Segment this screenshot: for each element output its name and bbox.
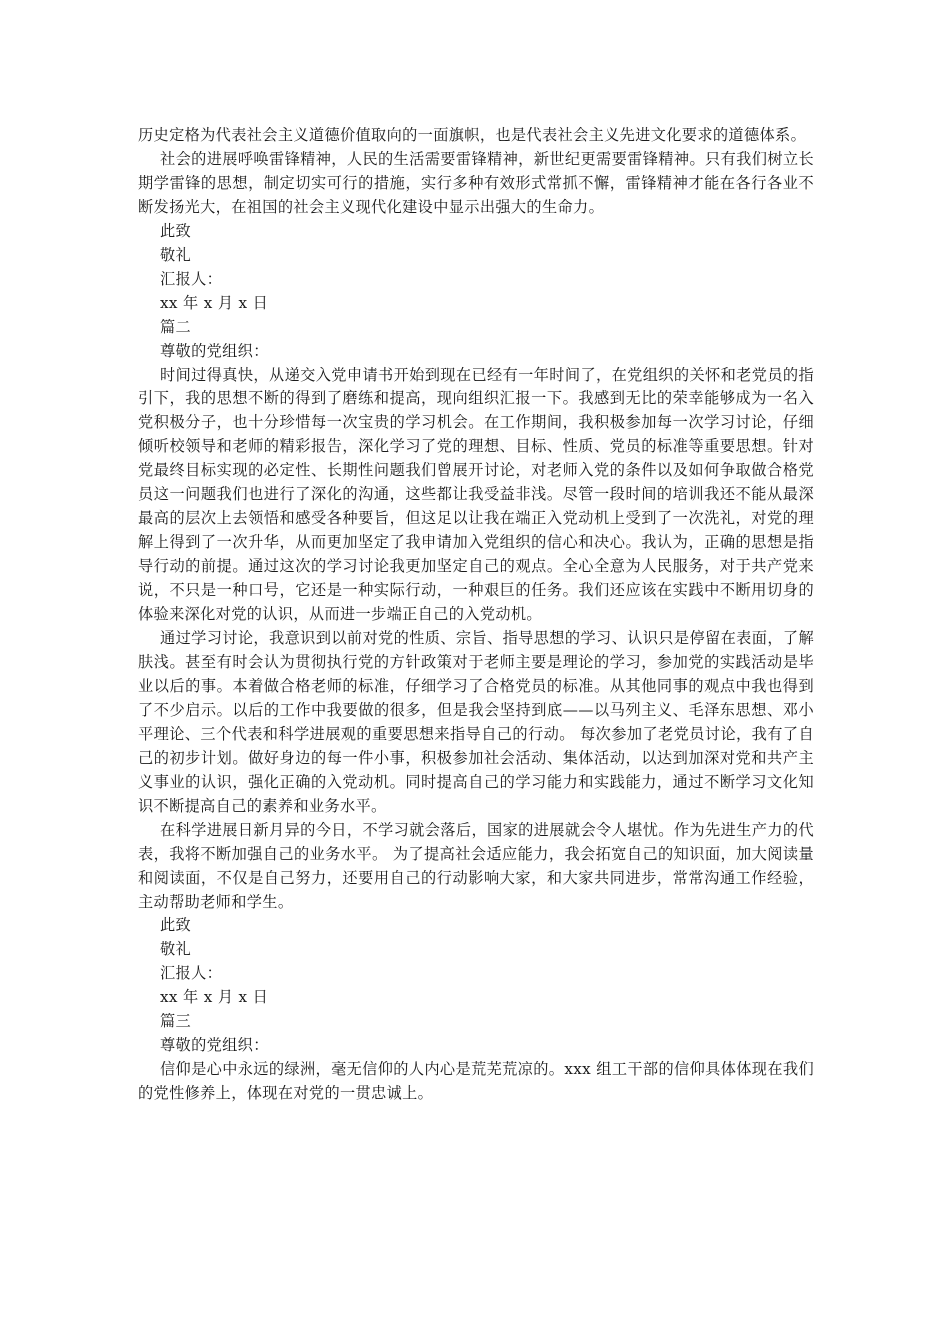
closing-line-2: 此致: [160, 916, 192, 935]
paragraph-lei-feng-spirit: 社会的进展呼唤雷锋精神，人民的生活需要雷锋精神，新世纪更需要雷锋精神。只有我们树立长期学雷锋的思想，制定切实可行的措施，实行多种有效形式常抓不懈，雷锋精神才能在各行各业不断发扬光大，在祖国的社会主义现代化建设中显示出强大的生命力。: [138, 149, 814, 216]
salute-line-1: 敬礼: [160, 245, 192, 264]
paragraph-learning-discussion: 通过学习讨论，我意识到以前对党的性质、宗旨、指导思想的学习、认识只是停留在表面，了解肤浅。甚至有时会认为贯彻执行党的方针政策对于老师主要是理论的学习，参加党的实践活动是毕业以后的事。本着做合格老师的标准，仔细学习了合格党员的标准。从其他同事的观点中我也得到了不少启示。以后的工作中我要做的很多，但是我会坚持到底——以马列主义、毛泽东思想、邓小平理论、三个代表和科学进展观的重要思想来指导自己的行动。 每次参加了老党员讨论，我有了自己的初步计划。做好身边的每一件小事，积极参加社会活动、集体活动，以达到加深对党和共产主义事业的认识，强化正确的入党动机。同时提高自己的学习能力和实践能力，通过不断学习文化知识不断提高自己的素养和业务水平。: [138, 629, 814, 815]
document-page: [138, 124, 814, 1106]
salute-line-2: 敬礼: [160, 940, 192, 959]
paragraph-intro-continuation: 历史定格为代表社会主义道德价值取向的一面旗帜，也是代表社会主义先进文化要求的道德体系。: [138, 126, 807, 144]
date-line-1: xx 年 x 月 x 日: [160, 293, 269, 312]
date-line-2: xx 年 x 月 x 日: [160, 988, 269, 1007]
paragraph-study-report: 时间过得真快，从递交入党申请书开始到现在已经有一年时间了，在党组织的关怀和老党员的指引下，我的思想不断的得到了磨练和提高，现向组织汇报一下。我感到无比的荣幸能够成为一名入党积极分子，也十分珍惜每一次宝贵的学习机会。在工作期间，我积极参加每一次学习讨论，仔细倾听校领导和老师的精彩报告，深化学习了党的理想、目标、性质、党员的标准等重要思想。针对党最终目标实现的必定性、长期性问题我们曾展开讨论，对老师入党的条件以及如何争取做合格党员这一问题我们也进行了深化的沟通，这些都让我受益非浅。尽管一段时间的培训我还不能从最深最高的层次上去领悟和感受各种要旨，但这足以让我在端正入党动机上受到了一次洗礼，对党的理解上得到了一次升华，从而更加坚定了我申请加入党组织的信心和决心。我认为，正确的思想是指导行动的前提。通过这次的学习讨论我更加坚定自己的观点。全心全意为人民服务，对于共产党来说，不只是一种口号，它还是一种实际行动，一种艰巨的任务。我们还应该在实践中不断用切身的体验来深化对党的认识，从而进一步端正自己的入党动机。: [138, 365, 814, 624]
greeting-line-2: 尊敬的党组织：: [160, 341, 269, 360]
paragraph-scientific-progress: 在科学进展日新月异的今日，不学习就会落后，国家的进展就会令人堪忧。作为先进生产力的代表，我将不断加强自己的业务水平。 为了提高社会适应能力，我会拓宽自己的知识面，加大阅读量和阅读面，不仅是自己努力，还要用自己的行动影响大家，和大家共同进步，常常沟通工作经验，主动帮助老师和学生。: [138, 820, 814, 911]
section-heading-2: 篇二: [160, 317, 192, 336]
closing-line-1: 此致: [160, 221, 192, 240]
paragraph-faith: 信仰是心中永远的绿洲，毫无信仰的人内心是荒芜荒凉的。xxx 组工干部的信仰具体体现在我们的党性修养上，体现在对党的一贯忠诚上。: [138, 1060, 814, 1103]
reporter-line-1: 汇报人：: [160, 269, 223, 288]
reporter-line-2: 汇报人：: [160, 964, 223, 983]
greeting-line-3: 尊敬的党组织：: [160, 1036, 269, 1055]
section-heading-3: 篇三: [160, 1012, 192, 1031]
